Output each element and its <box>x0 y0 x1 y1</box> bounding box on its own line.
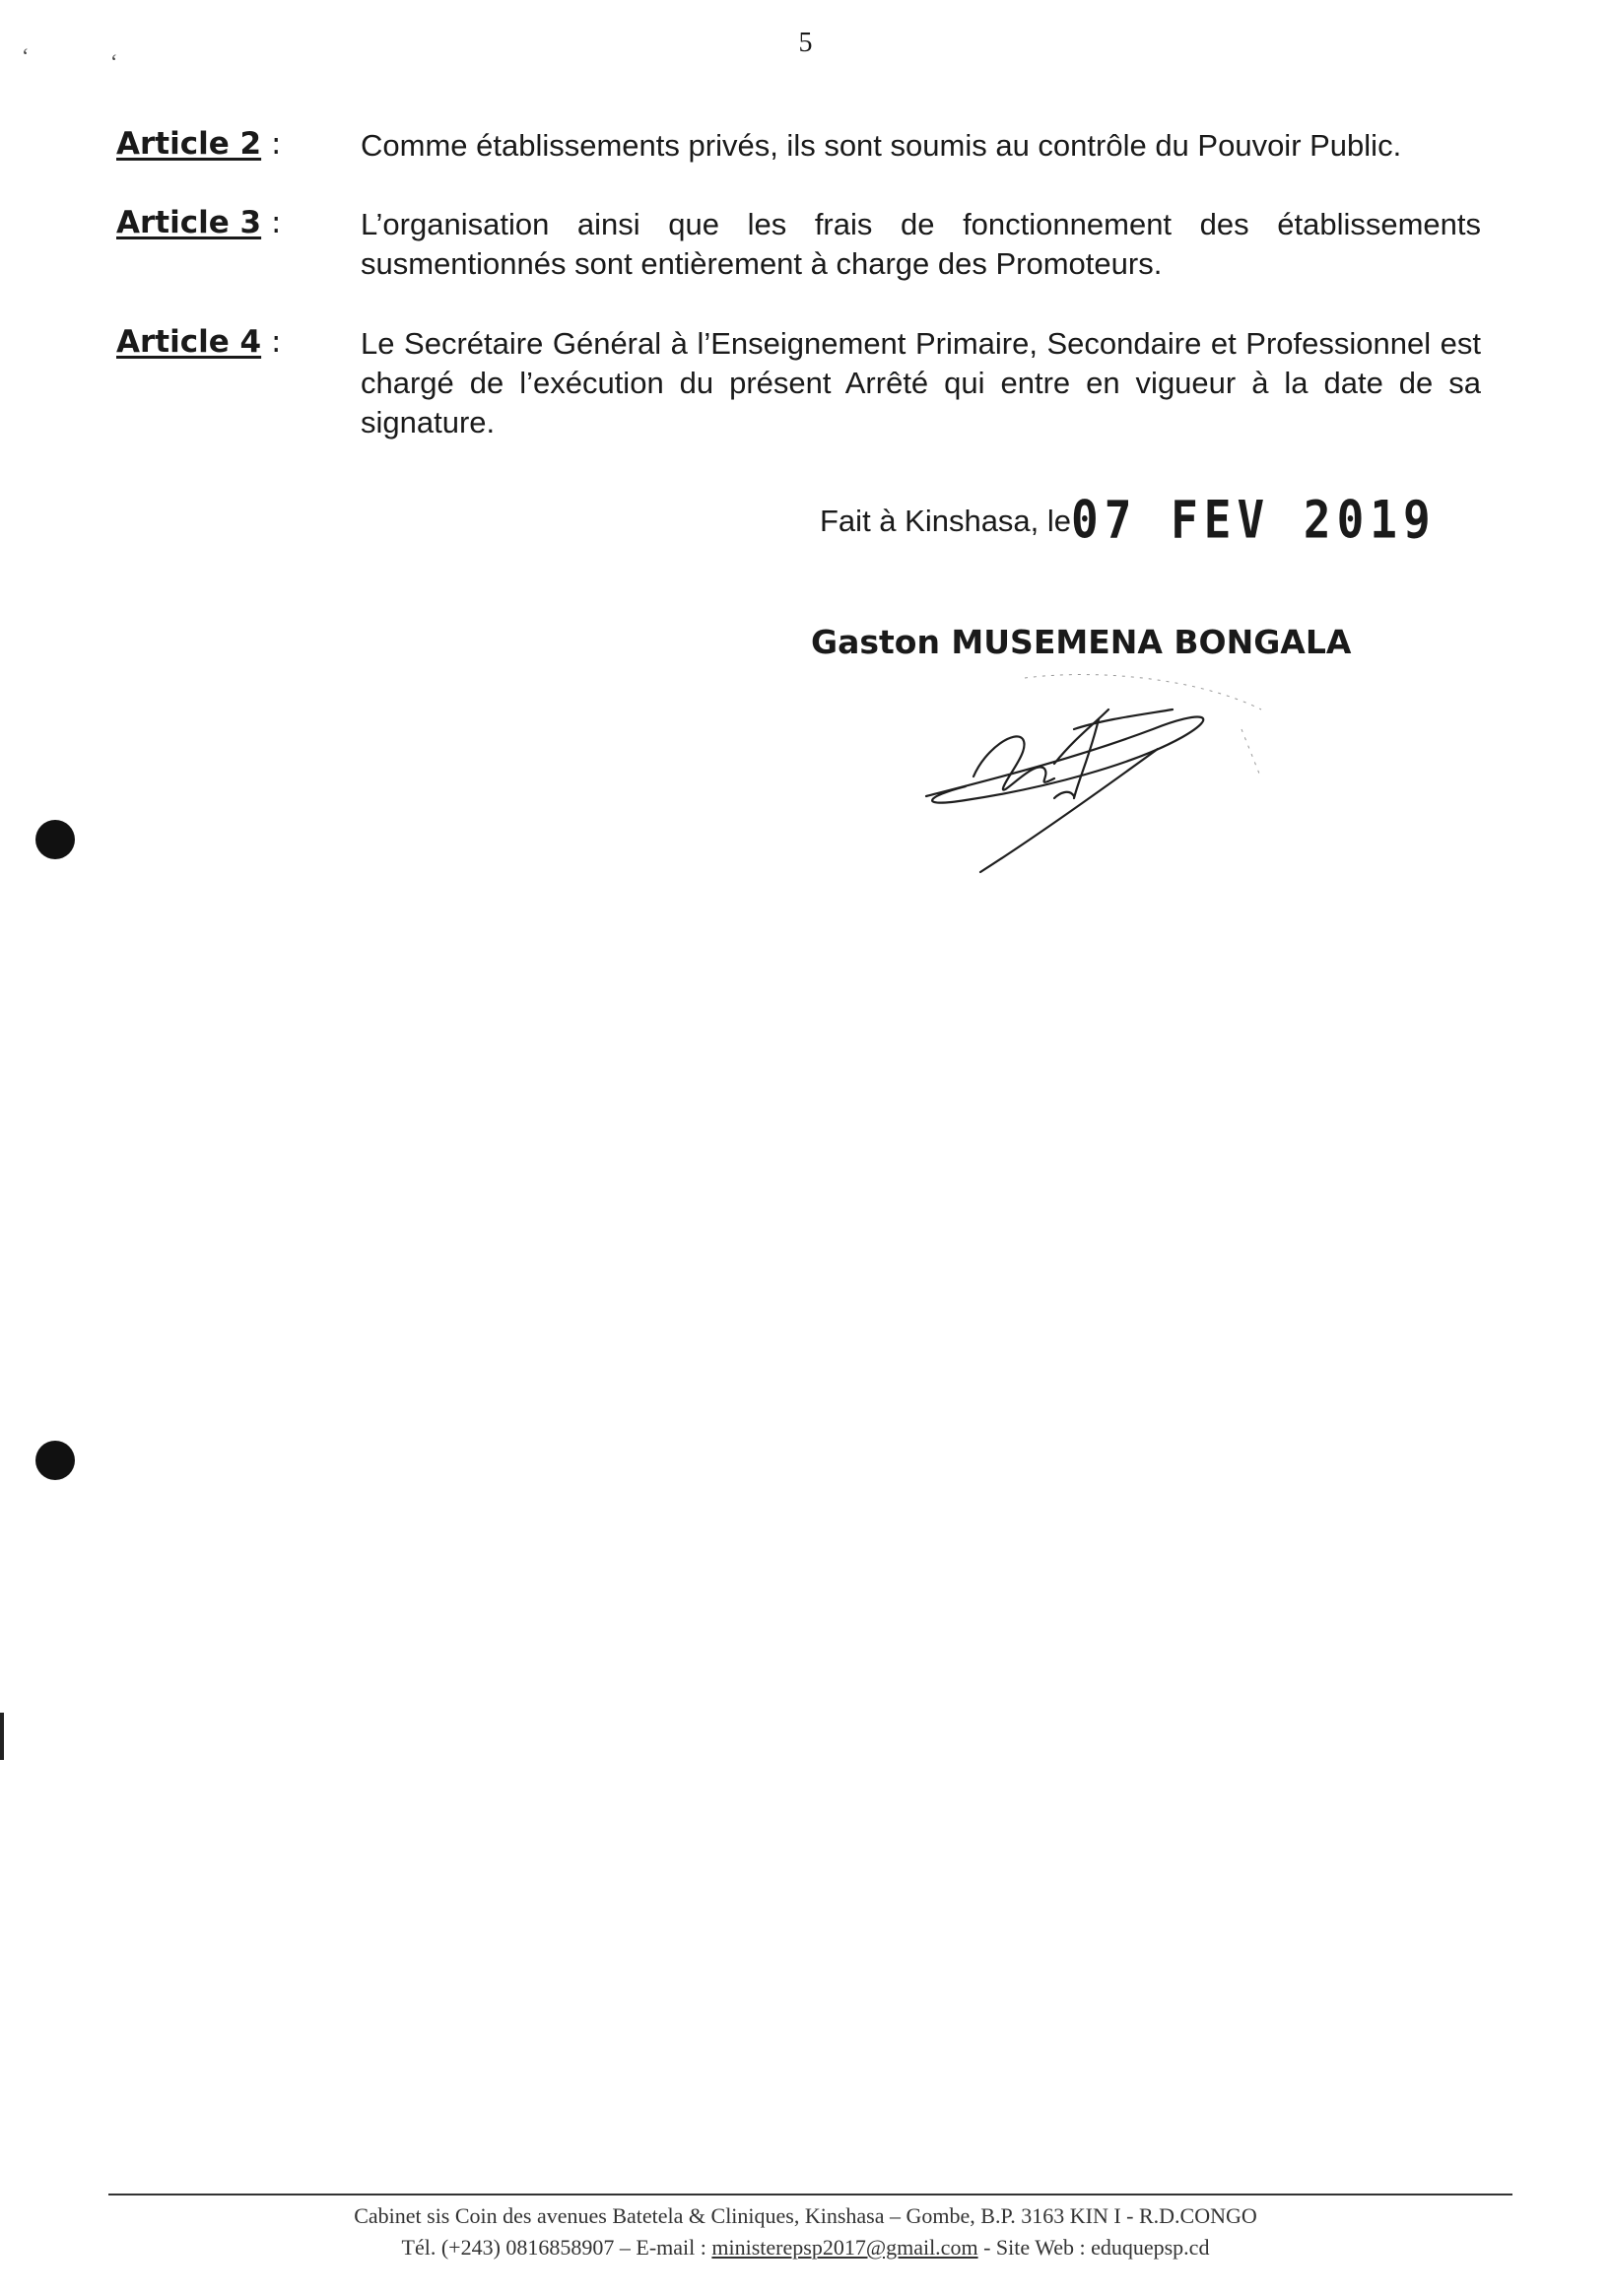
article-body <box>361 126 1481 166</box>
punch-hole <box>35 820 75 859</box>
article-body <box>361 205 1481 284</box>
article-label <box>116 126 281 162</box>
article-text: Le Secrétaire Général à l’Enseignement Primaire, Secondaire et Professionnel est chargé de l’exécution du présent Arrêté qui entre en vigueur à la date de sa signature. <box>361 326 1481 439</box>
scan-margin-mark <box>0 1713 4 1760</box>
signature-icon <box>906 670 1281 887</box>
footer-divider <box>108 2194 1512 2195</box>
date-stamp: 07 FEV 2019 <box>1071 488 1437 551</box>
footer-tel: Tél. (+243) 0816858907 – E-mail : <box>401 2235 712 2260</box>
footer-site: - Site Web : eduquepsp.cd <box>977 2235 1210 2260</box>
footer-address: Cabinet sis Coin des avenues Batetela & Cliniques, Kinshasa – Gombe, B.P. 3163 KIN I - R.D.CONGO <box>354 2203 1257 2228</box>
article-text: L’organisation ainsi que les frais de fonctionnement des établissements susmentionnés sont entièrement à charge des Promoteurs. <box>361 207 1481 281</box>
article-label-text: Article 4 <box>116 324 262 360</box>
article-label <box>116 324 281 360</box>
footer-email-link[interactable]: ministerepsp2017@gmail.com <box>711 2235 978 2260</box>
page-number: 5 <box>798 28 813 58</box>
punch-hole <box>35 1441 75 1480</box>
article-body <box>361 324 1481 442</box>
signatory-name: Gaston MUSEMENA BONGALA <box>811 623 1352 661</box>
article-label-text: Article 3 <box>116 205 262 240</box>
place-text: Fait à Kinshasa, le <box>820 504 1072 538</box>
place-date <box>820 488 1437 551</box>
footer-contact <box>0 2235 1611 2261</box>
article-label <box>116 205 281 240</box>
article-label-colon: : <box>261 126 282 162</box>
scan-mark: ‘ <box>110 49 118 74</box>
article-text: Comme établissements privés, ils sont soumis au contrôle du Pouvoir Public. <box>361 128 1402 163</box>
article-label-text: Article 2 <box>116 126 262 162</box>
article-label-colon: : <box>261 205 282 240</box>
scan-mark: ‘ <box>22 43 30 68</box>
article-label-colon: : <box>261 324 282 360</box>
